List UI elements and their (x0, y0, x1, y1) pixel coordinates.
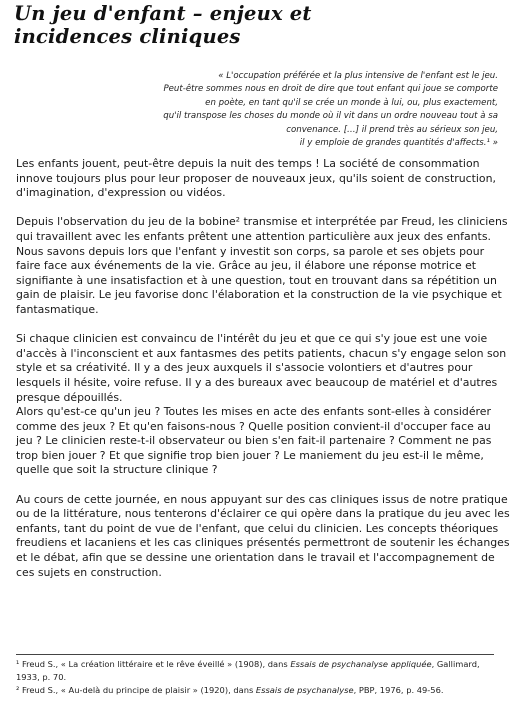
text-line: gain de plaisir. Le jeu favorise donc l'élaboration et la construction de la vie psychique et (16, 288, 502, 302)
epigraph-line: Peut-être sommes nous en droit de dire que tout enfant qui joue se comporte (163, 84, 498, 95)
page-title (14, 2, 374, 48)
text-line: enfants, tant du point de vue de l'enfant, que celui du clinicien. Les concepts théoriques (16, 521, 499, 535)
text-line: style et sa créativité. Il y a des jeux auxquels il s'associe volontiers et d'autres pour (16, 361, 473, 375)
title-line-2: incidences cliniques (14, 25, 241, 48)
text-line: ces sujets en construction. (16, 565, 162, 579)
text-line: ou de la littérature, nous tenterons d'éclairer ce qui opère dans la pratique du jeu avec les (16, 507, 510, 521)
text-line: Les enfants jouent, peut-être depuis la nuit des temps ! La société de consommation (16, 157, 480, 170)
paragraph-journee (16, 492, 510, 581)
epigraph-quote (158, 70, 498, 150)
footnote-divider (16, 654, 494, 655)
text-line: signifiante à une insatisfaction et à une question, tout en trouvant dans sa répétition un (16, 273, 497, 287)
text-line: faire face aux événements de la vie. Grâce au jeu, il élabore une réponse motrice et (16, 259, 477, 273)
footnote-1-prefix: ¹ Freud S., « La création littéraire et le rêve éveillé » (1908), dans (16, 659, 291, 669)
text-line: innove toujours plus pour leur proposer de nouveaux jeux, qu'ils soient de construction, (16, 171, 496, 185)
footnote-2-book-title: Essais de psychanalyse (255, 684, 354, 695)
footnote-2 (16, 684, 506, 697)
text-line: et le débat, afin que se dessine une orientation dans le travail et l'accompagnement de (16, 551, 495, 565)
footnote-1-continued: 1933, p. 70. (16, 671, 67, 682)
paragraph-intro (16, 157, 506, 201)
text-line: freudiens et lacaniens et les cas cliniques présentés permettront de soutenir les échanges (16, 536, 510, 550)
text-line: d'imagination, d'expression ou vidéos. (16, 186, 226, 200)
paragraph-clinicien (16, 332, 506, 405)
text-line: presque dépouillés. (16, 390, 123, 404)
text-line: Si chaque clinicien est convaincu de l'intérêt du jeu et que ce qui s'y joue est une voie (16, 332, 488, 346)
body-text (16, 157, 510, 595)
text-line: trop bien jouer ? Et que signifie trop bien jouer ? Le maniement du jeu est-il le même, (16, 448, 484, 462)
epigraph-line: convenance. […] il prend très au sérieux son jeu, (286, 124, 498, 135)
epigraph-line: qu'il transpose les choses du monde où il vit dans un ordre nouveau tout à sa (163, 111, 498, 122)
text-line: jeu ? Le clinicien reste-t-il observateur ou bien s'en fait-il partenaire ? Comment ne pas (16, 434, 492, 448)
text-line: lesquels il hésite, voire refuse. Il y a des bureaux avec beaucoup de matériel et d'autres (16, 375, 498, 389)
footnote-2-suffix: , PBP, 1976, p. 49-56. (353, 684, 444, 695)
epigraph-line: « L'occupation préférée et la plus intensive de l'enfant est le jeu. (218, 71, 498, 81)
text-line: d'accès à l'inconscient et aux fantasmes des petits patients, chacun s'y engage selon son (16, 346, 507, 360)
footnotes (16, 658, 506, 696)
text-line: Depuis l'observation du jeu de la bobine² transmise et interprétée par Freud, les cliniciens (16, 215, 508, 229)
text-line: qui travaillent avec les enfants prêtent une attention particulière aux jeux des enfants. (16, 229, 491, 243)
footnote-2-prefix: ² Freud S., « Au-delà du principe de plaisir » (1920), dans (16, 684, 256, 695)
title-line-1: Un jeu d'enfant – enjeux et (14, 2, 312, 25)
footnote-1 (16, 658, 506, 671)
epigraph-line: en poète, en tant qu'il se crée un monde à lui, ou, plus exactement, (205, 97, 498, 108)
text-line: Au cours de cette journée, en nous appuyant sur des cas cliniques issus de notre pratique (16, 492, 508, 506)
text-line: Nous savons depuis lors que l'enfant y investit son corps, sa parole et ses objets pour (16, 244, 485, 258)
text-line: quelle que soit la structure clinique ? (16, 463, 218, 477)
epigraph-line: il y emploie de grandes quantités d'affects.¹ » (299, 138, 498, 149)
text-line: fantasmatique. (16, 302, 99, 316)
paragraph-questions (16, 405, 506, 478)
paragraph-freud-bobine (16, 215, 506, 317)
footnote-1-suffix: , Gallimard, (431, 659, 480, 669)
text-line: comme des jeux ? Et qu'en faisons-nous ? Quelle position convient-il d'occuper face au (16, 419, 491, 433)
text-line: Alors qu'est-ce qu'un jeu ? Toutes les mises en acte des enfants sont-elles à considérer (16, 405, 491, 419)
footnote-1-book-title: Essais de psychanalyse appliquée (290, 659, 432, 669)
